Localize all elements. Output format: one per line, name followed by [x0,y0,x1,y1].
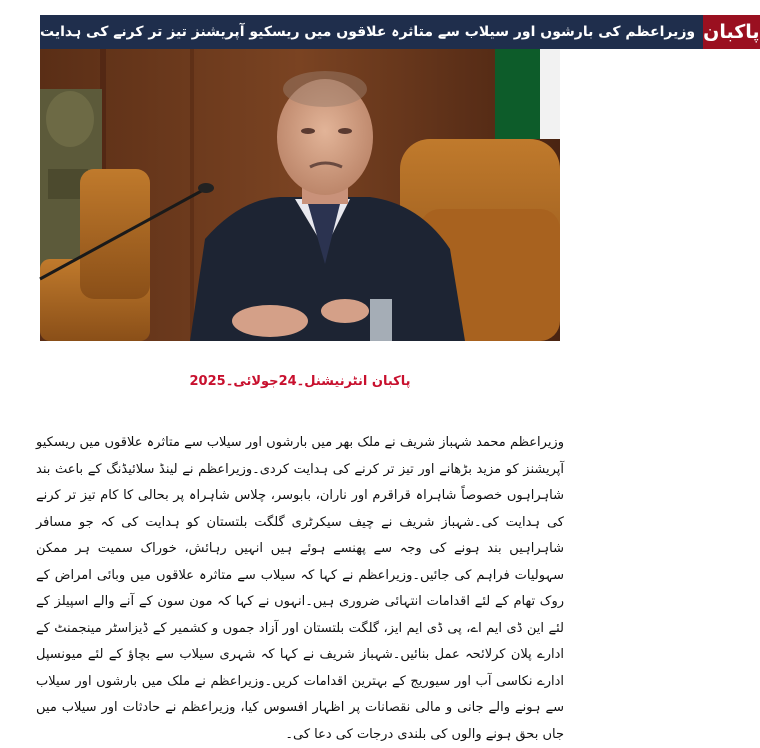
dateline: پاکبان انٹرنیشنل۔24جولائی۔2025 [189,374,411,389]
headline: وزیراعظم کی بارشوں اور سیلاب سے متاثرہ علاقوں میں ریسکیو آپریشنز تیز تر کرنے کی ہدایت [40,15,703,49]
article-body: وزیراعظم محمد شہباز شریف نے ملک بھر میں بارشوں اور سیلاب سے متاثرہ علاقوں میں ریسکیو آپریشنز کو مزید بڑھانے اور تیز تر کرنے کی ہدایت کردی۔وزیراعظم نے لینڈ سلائیڈنگ کے باعث بند شاہراہوں خصوصاً شاہراہ قراقرم اور ناران، بابوسر، چلاس شاہراہ پر بحالی کا کام تیز تر کرنے کی ہدایت کی۔شہباز شریف نے چیف سیکرٹری گلگت بلتستان کو ہدایت کی کہ جو مسافر شاہراہیں بند ہونے کی وجہ سے پھنسے ہوئے ہیں انہیں رہائش، خوراک سمیت ہر ممکن سہولیات فراہم کی جائیں۔وزیراعظم نے کہا کہ سیلاب سے متاثرہ علاقوں میں وبائی امراض کے روک تھام کے لئے اقدامات انتہائی ضروری ہیں۔انہوں نے کہا کہ مون سون کے آنے والے اسپیلز کے لئے این ڈی ایم اے، پی ڈی ایم ایز، گلگت بلتستان اور آزاد جموں و کشمیر کے ڈیزاسٹر مینجمنٹ کے ادارے پلان کرلائحہ عمل بنائیں۔شہباز شریف نے کہا کہ شہری سیلاب سے بچاؤ کے لئے میونسپل ادارے نکاسی آب اور سیوریج کے بہترین اقدامات کریں۔وزیراعظم نے ملک میں بارشوں اور سیلاب سے ہونے والے جانی و مالی نقصانات پر اظہار افسوس کیا، وزیراعظم نے حادثات اور سیلاب میں جاں بحق ہونے والوں کی بلندی درجات کی دعا کی۔ [36,435,564,742]
brand-logo: پاکبان [703,15,759,49]
photo-illustration [40,49,560,341]
article-photo [40,49,560,341]
article-header [40,15,760,49]
